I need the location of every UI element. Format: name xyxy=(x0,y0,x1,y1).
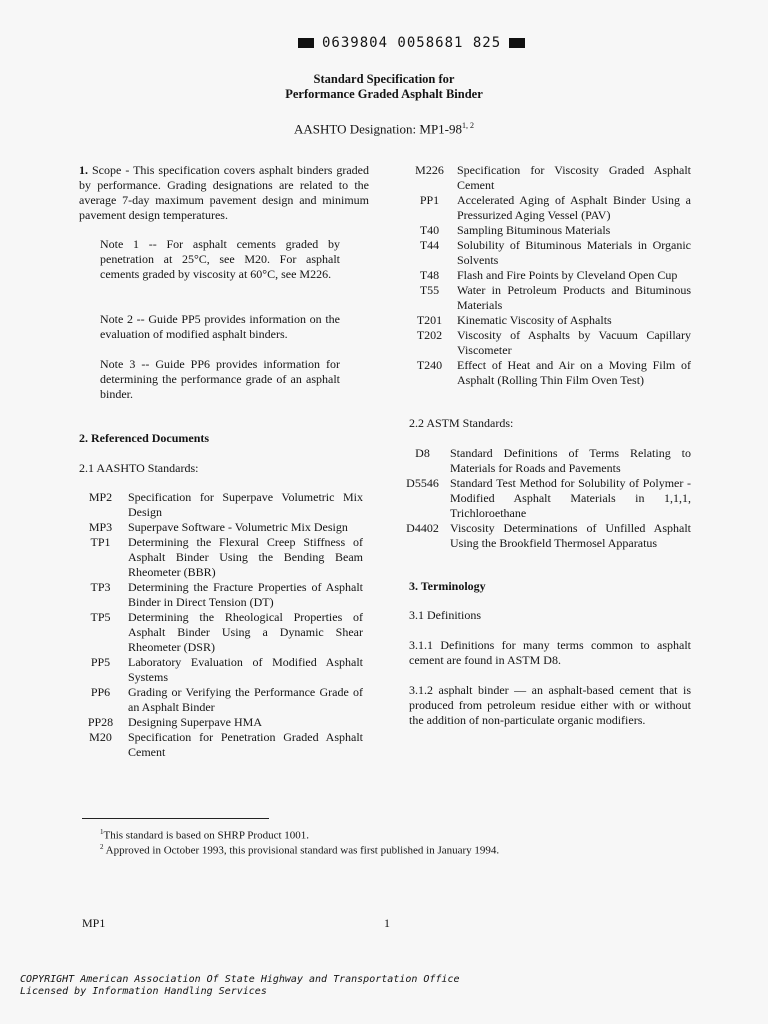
scope-paragraph xyxy=(79,163,369,223)
ref-title: Solubility of Bituminous Materials in Organic Solvents xyxy=(457,238,691,267)
scope-section xyxy=(79,163,369,223)
title-line-1: Standard Specification for xyxy=(313,72,455,86)
ref-title: Determining the Fracture Properties of Asphalt Binder in Direct Tension (DT) xyxy=(128,580,363,609)
note-1 xyxy=(100,237,340,282)
aashto-standards-heading: 2.1 AASHTO Standards: xyxy=(79,461,199,475)
ref-code: TP5 xyxy=(90,610,111,624)
scope-number: 1. xyxy=(79,163,88,177)
astm-standards-heading: 2.2 ASTM Standards: xyxy=(409,416,514,430)
footnote-text: This standard is based on SHRP Product 1001. xyxy=(103,829,310,842)
ref-code: D8 xyxy=(415,446,430,460)
definition-text: 3.1.1 Definitions for many terms common to asphalt cement are found in ASTM D8. xyxy=(409,638,691,667)
note-text: Note 1 -- For asphalt cements graded by penetration at 25°C, see M20. For asphalt cements graded by viscosity at 60°C, see M226. xyxy=(100,237,340,281)
designation-text: AASHTO Designation: MP1-98 xyxy=(293,121,463,137)
note-3 xyxy=(100,357,340,402)
footnote-2 xyxy=(100,840,499,859)
ref-title: Standard Definitions of Terms Relating to Materials for Roads and Pavements xyxy=(450,446,691,475)
stamp-block-icon xyxy=(298,38,314,48)
ref-title: Laboratory Evaluation of Modified Asphalt Systems xyxy=(128,655,363,684)
footnote-separator xyxy=(82,818,269,819)
aashto-standards-list-left xyxy=(79,490,363,760)
ref-title: Specification for Penetration Graded Asphalt Cement xyxy=(128,730,363,759)
ref-title: Specification for Viscosity Graded Asphalt Cement xyxy=(457,163,691,192)
definitions-subheading: 3.1 Definitions xyxy=(409,608,481,622)
ref-title: Grading or Verifying the Performance Grade of an Asphalt Binder xyxy=(128,685,363,714)
designation-superscript: 1, 2 xyxy=(462,121,475,130)
ref-title: Designing Superpave HMA xyxy=(128,715,262,729)
ref-code: T240 xyxy=(416,358,443,372)
terminology-heading: 3. Terminology xyxy=(409,579,486,593)
stamp-block-icon xyxy=(509,38,525,48)
ref-code: PP1 xyxy=(419,193,440,207)
ref-code: T40 xyxy=(419,223,440,237)
ref-title: Determining the Flexural Creep Stiffness of Asphalt Binder Using the Bending Beam Rheometer (BBR) xyxy=(128,535,363,579)
note-2 xyxy=(100,312,340,342)
ref-code: PP28 xyxy=(87,715,114,729)
footnote-mark: 2 xyxy=(100,843,104,851)
copyright-line-2: Licensed by Information Handling Services xyxy=(20,986,267,997)
document-title xyxy=(0,72,768,102)
ref-code: MP3 xyxy=(88,520,113,534)
aashto-standards-list-right xyxy=(408,163,691,388)
designation xyxy=(0,118,768,136)
ref-title: Determining the Rheological Properties of Asphalt Binder Using a Dynamic Shear Rheometer (DSR) xyxy=(128,610,363,654)
ref-title: Viscosity Determinations of Unfilled Asphalt Using the Brookfield Thermosel Apparatus xyxy=(450,521,691,550)
page-number: 1 xyxy=(384,916,390,930)
ref-code: T44 xyxy=(419,238,440,252)
ref-code: PP5 xyxy=(90,655,111,669)
ref-title: Flash and Fire Points by Cleveland Open Cup xyxy=(457,268,678,282)
definition-3-1-1 xyxy=(409,638,691,668)
footnote-mark: 1 xyxy=(100,828,104,836)
ref-title: Accelerated Aging of Asphalt Binder Using a Pressurized Aging Vessel (PAV) xyxy=(457,193,691,222)
document-stamp xyxy=(298,34,538,52)
ref-code: TP1 xyxy=(90,535,111,549)
ref-code: M20 xyxy=(89,730,112,744)
ref-code: T201 xyxy=(416,313,443,327)
ref-code: T48 xyxy=(419,268,440,282)
note-text: Note 2 -- Guide PP5 provides information on the evaluation of modified asphalt binders. xyxy=(100,312,340,341)
definition-text: 3.1.2 asphalt binder — an asphalt-based cement that is produced from petroleum residue either with or without the addition of non-particulate organic modifiers. xyxy=(409,683,691,727)
ref-title: Effect of Heat and Air on a Moving Film of Asphalt (Rolling Thin Film Oven Test) xyxy=(457,358,691,387)
definition-3-1-2 xyxy=(409,683,691,728)
ref-code: PP6 xyxy=(90,685,111,699)
ref-title: Kinematic Viscosity of Asphalts xyxy=(457,313,612,327)
ref-title: Sampling Bituminous Materials xyxy=(457,223,611,237)
ref-code: M226 xyxy=(415,163,444,177)
ref-code: TP3 xyxy=(90,580,111,594)
ref-code: D4402 xyxy=(406,521,439,535)
ref-code: T55 xyxy=(419,283,440,297)
astm-standards-list xyxy=(401,446,691,551)
footer-doc-id: MP1 xyxy=(82,916,106,930)
ref-title: Viscosity of Asphalts by Vacuum Capillary Viscometer xyxy=(457,328,691,357)
ref-title: Water in Petroleum Products and Bituminous Materials xyxy=(457,283,691,312)
ref-code: T202 xyxy=(416,328,443,342)
stamp-number: 0639804 0058681 825 xyxy=(322,34,502,51)
ref-code: MP2 xyxy=(88,490,113,504)
copyright-line-1: COPYRIGHT American Association Of State Highway and Transportation Office xyxy=(20,974,460,985)
note-text: Note 3 -- Guide PP6 provides information for determining the performance grade of an asphalt binder. xyxy=(100,357,340,401)
title-line-2: Performance Graded Asphalt Binder xyxy=(285,87,483,101)
copyright-notice xyxy=(20,974,460,998)
ref-title: Standard Test Method for Solubility of Polymer - Modified Asphalt Materials in 1,1,1, Trichloroethane xyxy=(450,476,691,520)
ref-title: Superpave Software - Volumetric Mix Design xyxy=(128,520,348,534)
referenced-documents-heading: 2. Referenced Documents xyxy=(79,431,210,445)
footnote-text: Approved in October 1993, this provisional standard was first published in January 1994. xyxy=(105,844,500,857)
scope-text: - This specification covers asphalt binders graded by performance. Grading designations are related to the average 7-day maximum pavement design and minimum pavement design temperatures. xyxy=(79,163,370,222)
ref-code: D5546 xyxy=(406,476,439,490)
ref-title: Specification for Superpave Volumetric Mix Design xyxy=(128,490,363,519)
scope-heading: Scope xyxy=(92,163,122,177)
